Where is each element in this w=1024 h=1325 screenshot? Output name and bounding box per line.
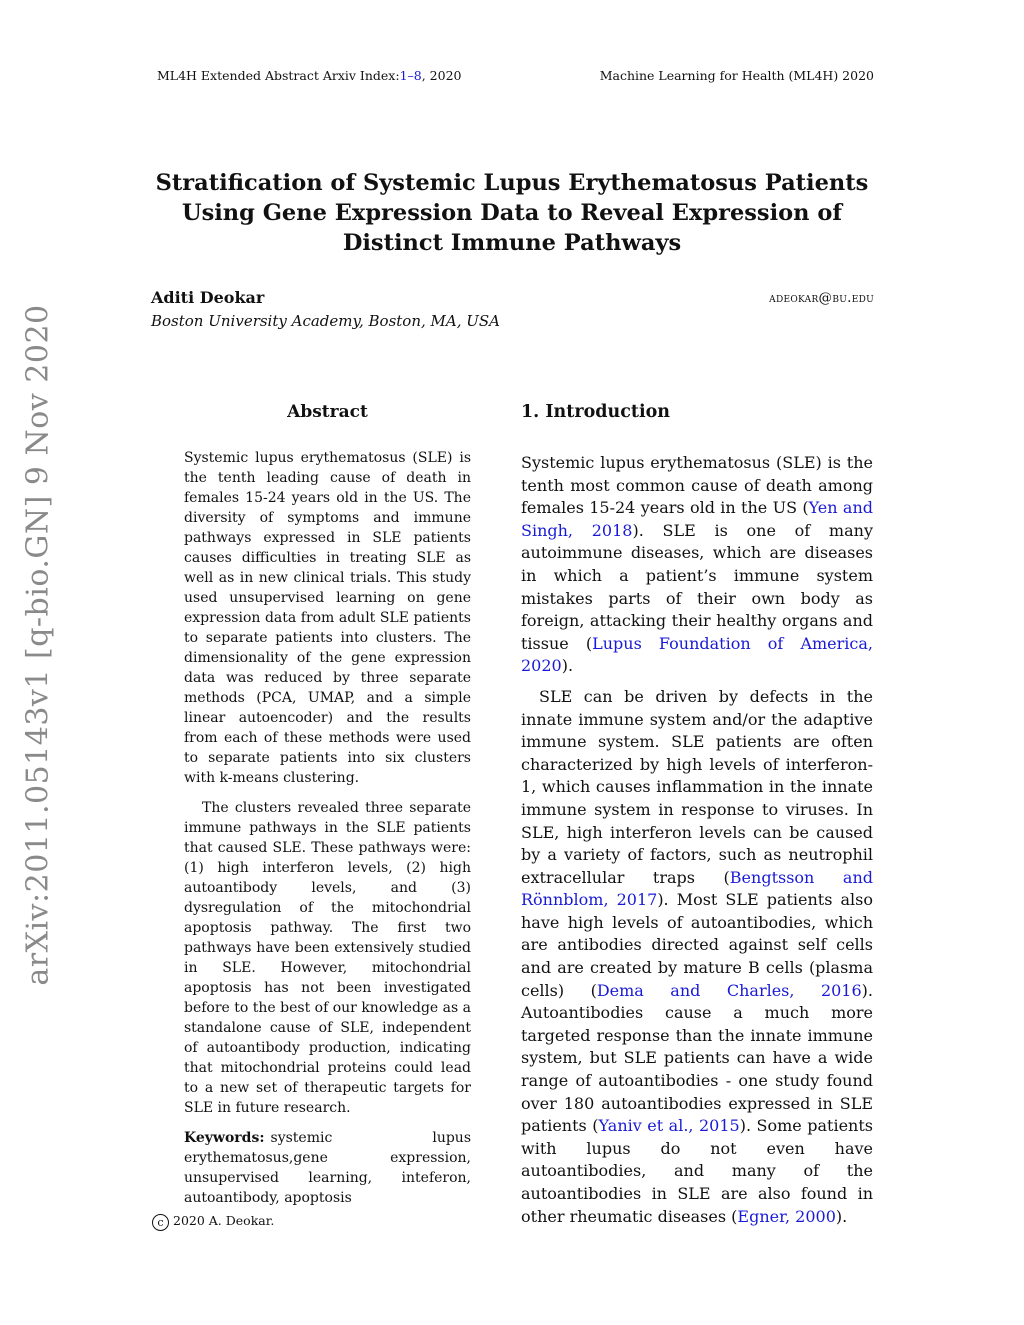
arxiv-stamp: arXiv:2011.05143v1 [q-bio.GN] 9 Nov 2020 xyxy=(20,304,56,986)
author-email: adeokar@bu.edu xyxy=(769,290,874,306)
copyright-footer xyxy=(152,1213,274,1231)
citation-link[interactable]: Yaniv et al., 2015 xyxy=(598,1116,740,1136)
author-name: Aditi Deokar xyxy=(151,288,265,307)
intro-p2-text-2: ). Most SLE patients also have high levels of autoantibodies, which are antibodies directed against self cells and are created by mature B cells (plasma cells) ( xyxy=(521,890,873,1000)
intro-p1-text-2: ). SLE is one of many autoimmune diseases, which are diseases in which a patient’s immune system mistakes parts of their own body as foreign, attacking their healthy organs and tissue ( xyxy=(521,520,873,653)
header-left-suffix: , 2020 xyxy=(421,68,462,83)
abstract-column xyxy=(184,402,471,1208)
paper-title: Stratification of Systemic Lupus Erythematosus Patients Using Gene Expression Data to Reveal Expression of Distinct Immune Pathways xyxy=(155,170,869,256)
arxiv-sidebar xyxy=(0,0,60,1325)
introduction-paragraph-1 xyxy=(521,452,873,678)
intro-p2-text-3: ). Autoantibodies cause a much more targeted response than the innate immune system, but SLE patients can have a wide range of autoantibodies - one study found over 180 autoantibodies expressed in SLE patients ( xyxy=(521,980,873,1136)
header-left-prefix: ML4H Extended Abstract Arxiv Index: xyxy=(157,68,400,83)
citation-link[interactable]: Dema and Charles, 2016 xyxy=(596,980,862,1000)
keywords-list: systemic lupus erythematosus,gene expression, unsupervised learning, inteferon, autoantibody, apoptosis xyxy=(184,1130,471,1206)
author-affiliation: Boston University Academy, Boston, MA, USA xyxy=(151,312,501,330)
page-range-link[interactable]: 1–8 xyxy=(399,68,422,83)
intro-p2-text-5: ). xyxy=(835,1206,848,1226)
introduction-paragraph-2 xyxy=(521,686,873,1228)
introduction-column xyxy=(521,402,873,1228)
abstract-paragraph-1: Systemic lupus erythematosus (SLE) is the tenth leading cause of death in females 15-24 years old in the US. The diversity of symptoms and immune pathways expressed in SLE patients causes difficulties in treating SLE as well as in new clinical trials. This study used unsupervised learning on gene expression data from adult SLE patients to separate patients into clusters. The dimensionality of the gene expression data was reduced by three separate methods (PCA, UMAP, and a simple linear autoencoder) and the results from each of these methods were used to separate patients into six clusters with k-means clustering. xyxy=(184,450,471,786)
introduction-heading: 1. Introduction xyxy=(521,402,670,422)
copyright-icon: c xyxy=(152,1214,169,1231)
citation-link[interactable]: Yen and Singh, 2018 xyxy=(521,498,873,540)
intro-p2-text-1: SLE can be driven by defects in the innate immune system and/or the adaptive immune system. SLE patients are often characterized by high levels of interferon-1, which causes inflammation in the innate immune system in response to viruses. In SLE, high interferon levels can be caused by a variety of factors, such as neutrophil extracellular traps ( xyxy=(521,686,873,887)
citation-link[interactable]: Egner, 2000 xyxy=(737,1206,836,1226)
abstract-paragraph-2: The clusters revealed three separate immune pathways in the SLE patients that caused SLE. These pathways were: (1) high interferon levels, (2) high autoantibody levels, and (3) dysregulation of the mitochondrial apoptosis pathway. The first two pathways have been extensively studied in SLE. However, mitochondrial apoptosis has not been investigated before to the best of our knowledge as a standalone cause of SLE, independent of autoantibody production, indicating that mitochondrial proteins could lead to a new set of therapeutic targets for SLE in future research. xyxy=(184,800,471,1116)
intro-p1-text-1: Systemic lupus erythematosus (SLE) is the tenth most common cause of death among females 15-24 years old in the US ( xyxy=(521,453,873,518)
intro-p1-text-3: ). xyxy=(561,656,574,676)
copyright-text: 2020 A. Deokar. xyxy=(173,1213,275,1228)
citation-link[interactable]: Bengtsson and Rönnblom, 2017 xyxy=(521,867,873,910)
keywords xyxy=(184,1128,471,1208)
running-header-left xyxy=(157,68,462,83)
keywords-label: Keywords: xyxy=(184,1130,265,1146)
citation-link[interactable]: Lupus Foundation of America, 2020 xyxy=(521,633,873,676)
intro-p2-text-4: ). Some patients with lupus do not even have autoantibodies, and many of the autoantibodies in SLE are also found in other rheumatic diseases ( xyxy=(521,1116,873,1226)
running-header-right: Machine Learning for Health (ML4H) 2020 xyxy=(599,68,874,83)
abstract-heading: Abstract xyxy=(287,402,368,422)
